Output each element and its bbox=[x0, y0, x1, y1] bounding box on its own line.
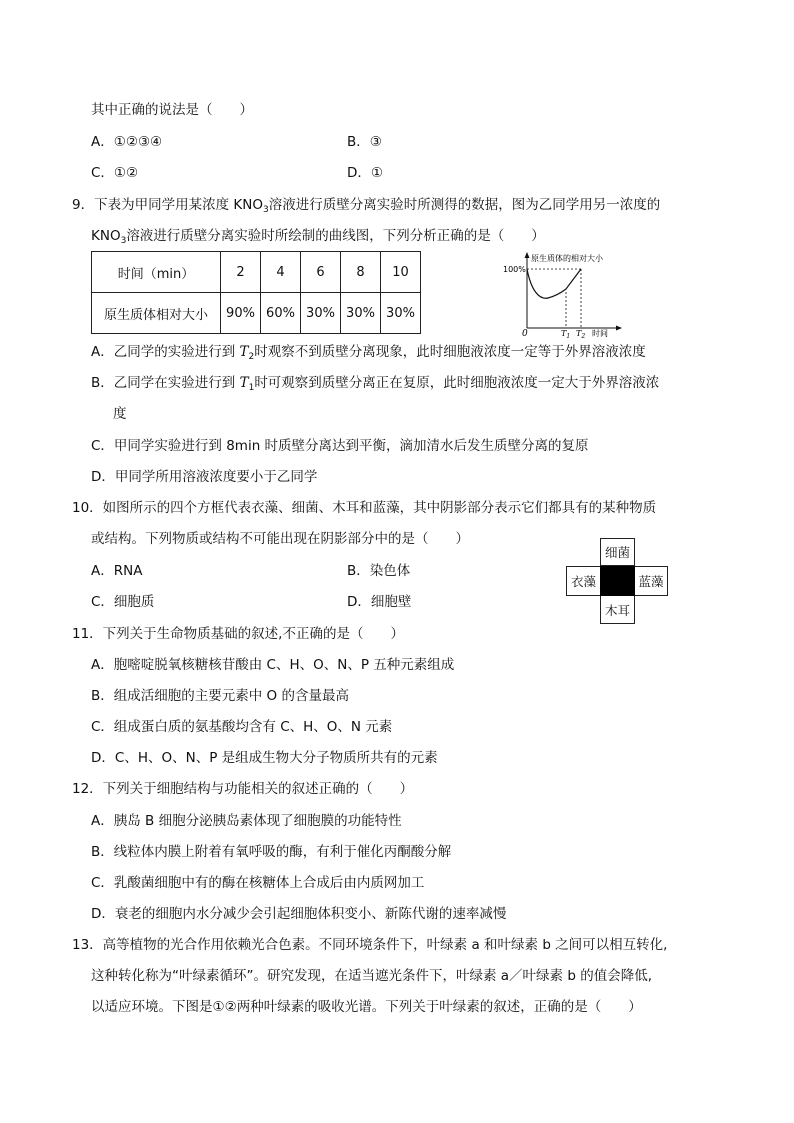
q11-option-a[interactable]: A．胞嘧啶脱氧核糖核苷酸由 C、H、O、N、P 五种元素组成 bbox=[91, 657, 455, 673]
table-cell: 30% bbox=[341, 293, 381, 334]
graph-y100-label: 100% bbox=[503, 265, 526, 274]
box-bacteria: 细菌 bbox=[600, 538, 635, 566]
x-axis-arrow bbox=[616, 326, 622, 331]
q10-option-d[interactable]: D．细胞壁 bbox=[347, 594, 412, 610]
q11-option-b[interactable]: B．组成活细胞的主要元素中 O 的含量最高 bbox=[91, 688, 349, 704]
q13-stem-line-1: 13．高等植物的光合作用依赖光合色素。不同环境条件下，叶绿素 a 和叶绿素 b 之间可以相互转化, bbox=[72, 937, 668, 953]
table-cell: 10 bbox=[381, 252, 421, 293]
q12-option-b[interactable]: B．线粒体内膜上附着有氧呼吸的酶，有利于催化丙酮酸分解 bbox=[91, 844, 452, 860]
q9-option-b-continuation: 度 bbox=[113, 406, 127, 422]
box-chlamydomonas: 衣藻 bbox=[566, 566, 601, 596]
table-cell: 6 bbox=[301, 252, 341, 293]
table-cell: 90% bbox=[221, 293, 261, 334]
organism-venn-cross bbox=[566, 538, 668, 624]
q8-option-a[interactable]: A．①②③④ bbox=[91, 134, 163, 150]
q12-stem: 12．下列关于细胞结构与功能相关的叙述正确的（ ） bbox=[72, 781, 414, 797]
table-cell: 4 bbox=[261, 252, 301, 293]
q9-stem-line-2: $KNO_3$溶液进行质壁分离实验时所绘制的曲线图，下列分析正确的是（ ） bbox=[91, 228, 545, 246]
y-axis-arrow bbox=[525, 252, 530, 258]
q9-option-d[interactable]: D．甲同学所用溶液浓度要小于乙同学 bbox=[91, 469, 318, 485]
q13-stem-line-3: 以适应环境。下图是①②两种叶绿素的吸收光谱。下列关于叶绿素的叙述，正确的是（ ） bbox=[91, 999, 642, 1015]
q9-option-b[interactable]: B．乙同学在实验进行到 $T_1$时可观察到质壁分离正在复原，此时细胞液浓度一定大于外界溶液浓 bbox=[91, 375, 660, 393]
graph-origin-label: 0 bbox=[522, 329, 528, 339]
box-fungus-muer: 木耳 bbox=[600, 595, 635, 624]
table-header-time: 时间（min） bbox=[92, 252, 221, 293]
q11-stem: 11．下列关于生命物质基础的叙述,不正确的是（ ） bbox=[72, 626, 404, 642]
kno3-data-table bbox=[91, 251, 421, 334]
q10-stem-line-1: 10．如图所示的四个方框代表衣藻、细菌、木耳和蓝藻，其中阴影部分表示它们都具有的某种物质 bbox=[72, 500, 657, 516]
q9-option-c[interactable]: C．甲同学实验进行到 8min 时质壁分离达到平衡，滴加清水后发生质壁分离的复原 bbox=[91, 438, 589, 454]
q10-stem-line-2: 或结构。下列物质或结构不可能出现在阴影部分中的是（ ） bbox=[91, 531, 469, 547]
question-8-prompt: 其中正确的说法是（ ） bbox=[91, 102, 253, 118]
q10-option-a[interactable]: A．RNA bbox=[91, 563, 143, 579]
protoplast-size-curve bbox=[500, 250, 630, 340]
q11-option-d[interactable]: D．C、H、O、N、P 是组成生物大分子物质所共有的元素 bbox=[91, 750, 438, 766]
q9-stem-line-1: 9．下表为甲同学用某浓度 $KNO_3$溶液进行质壁分离实验时所测得的数据，图为乙同学用另一浓度的 bbox=[72, 197, 661, 215]
graph-x-label: 时间 bbox=[592, 329, 608, 338]
table-cell: 60% bbox=[261, 293, 301, 334]
q9-option-a[interactable]: A．乙同学的实验进行到 $T_2$时观察不到质壁分离现象，此时细胞液浓度一定等于外界溶液浓度 bbox=[91, 344, 646, 362]
table-cell: 30% bbox=[301, 293, 341, 334]
shaded-intersection bbox=[600, 566, 635, 596]
table-cell: 30% bbox=[381, 293, 421, 334]
q10-option-b[interactable]: B．染色体 bbox=[347, 563, 411, 579]
graph-t2-label: $T_2$ bbox=[576, 329, 586, 340]
curve-line bbox=[527, 269, 581, 298]
q8-option-d[interactable]: D．① bbox=[347, 165, 383, 181]
q10-option-c[interactable]: C．细胞质 bbox=[91, 594, 155, 610]
table-row bbox=[92, 252, 421, 293]
graph-y-label: 原生质体的相对大小 bbox=[531, 254, 603, 263]
q12-option-d[interactable]: D．衰老的细胞内水分减少会引起细胞体积变小、新陈代谢的速率减慢 bbox=[91, 906, 507, 922]
graph-t1-label: $T_1$ bbox=[561, 329, 571, 340]
q12-option-a[interactable]: A．胰岛 B 细胞分泌胰岛素体现了细胞膜的功能特性 bbox=[91, 813, 402, 829]
q8-option-c[interactable]: C．①② bbox=[91, 165, 139, 181]
table-cell: 2 bbox=[221, 252, 261, 293]
q8-option-b[interactable]: B．③ bbox=[347, 134, 382, 150]
q12-option-c[interactable]: C．乳酸菌细胞中有的酶在核糖体上合成后由内质网加工 bbox=[91, 875, 425, 891]
table-header-size: 原生质体相对大小 bbox=[92, 293, 221, 334]
table-row bbox=[92, 293, 421, 334]
table-cell: 8 bbox=[341, 252, 381, 293]
q11-option-c[interactable]: C．组成蛋白质的氨基酸均含有 C、H、O、N 元素 bbox=[91, 719, 393, 735]
q13-stem-line-2: 这种转化称为“叶绿素循环”。研究发现，在适当遮光条件下，叶绿素 a／叶绿素 b 的值会降低, bbox=[91, 968, 652, 984]
box-cyanobacteria: 蓝藻 bbox=[634, 566, 668, 596]
